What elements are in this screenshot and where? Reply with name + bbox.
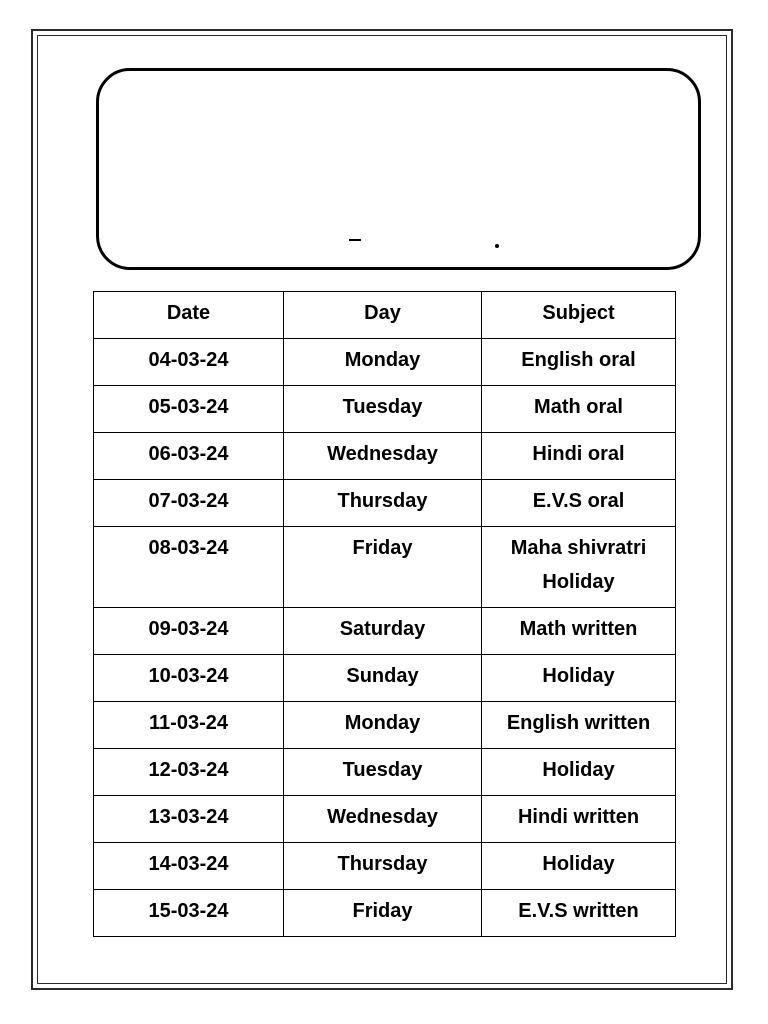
exam-schedule-table [93, 291, 676, 937]
cell-date: 09-03-24 [94, 608, 284, 655]
title-dash [349, 239, 361, 241]
table-row [94, 480, 676, 527]
cell-date: 11-03-24 [94, 702, 284, 749]
table-row [94, 655, 676, 702]
cell-day: Friday [284, 890, 482, 937]
cell-subject: Math oral [482, 386, 676, 433]
header-date: Date [94, 292, 284, 339]
cell-subject: E.V.S written [482, 890, 676, 937]
cell-subject: Holiday [482, 655, 676, 702]
cell-date: 06-03-24 [94, 433, 284, 480]
cell-day: Friday [284, 527, 482, 608]
cell-day: Monday [284, 339, 482, 386]
cell-date: 12-03-24 [94, 749, 284, 796]
table-row [94, 527, 676, 608]
table-row [94, 796, 676, 843]
table-row [94, 608, 676, 655]
cell-day: Tuesday [284, 749, 482, 796]
header-day: Day [284, 292, 482, 339]
table-header-row [94, 292, 676, 339]
table-row [94, 433, 676, 480]
cell-subject: Maha shivratri Holiday [482, 527, 676, 608]
cell-day: Tuesday [284, 386, 482, 433]
cell-day: Monday [284, 702, 482, 749]
cell-day: Wednesday [284, 433, 482, 480]
cell-subject: E.V.S oral [482, 480, 676, 527]
cell-subject: Hindi oral [482, 433, 676, 480]
cell-subject: Math written [482, 608, 676, 655]
cell-date: 08-03-24 [94, 527, 284, 608]
cell-date: 04-03-24 [94, 339, 284, 386]
table-row [94, 843, 676, 890]
cell-date: 13-03-24 [94, 796, 284, 843]
table-row [94, 890, 676, 937]
cell-day: Sunday [284, 655, 482, 702]
table-row [94, 702, 676, 749]
table-row [94, 339, 676, 386]
cell-day: Saturday [284, 608, 482, 655]
cell-date: 10-03-24 [94, 655, 284, 702]
cell-day: Wednesday [284, 796, 482, 843]
cell-day: Thursday [284, 843, 482, 890]
table-row [94, 386, 676, 433]
cell-subject: Holiday [482, 843, 676, 890]
cell-subject: English written [482, 702, 676, 749]
cell-date: 05-03-24 [94, 386, 284, 433]
cell-date: 15-03-24 [94, 890, 284, 937]
table-row [94, 749, 676, 796]
cell-date: 07-03-24 [94, 480, 284, 527]
cell-subject: Hindi written [482, 796, 676, 843]
cell-date: 14-03-24 [94, 843, 284, 890]
header-subject: Subject [482, 292, 676, 339]
cell-day: Thursday [284, 480, 482, 527]
title-box [96, 68, 701, 270]
cell-subject: English oral [482, 339, 676, 386]
cell-subject: Holiday [482, 749, 676, 796]
title-dot [495, 244, 499, 248]
